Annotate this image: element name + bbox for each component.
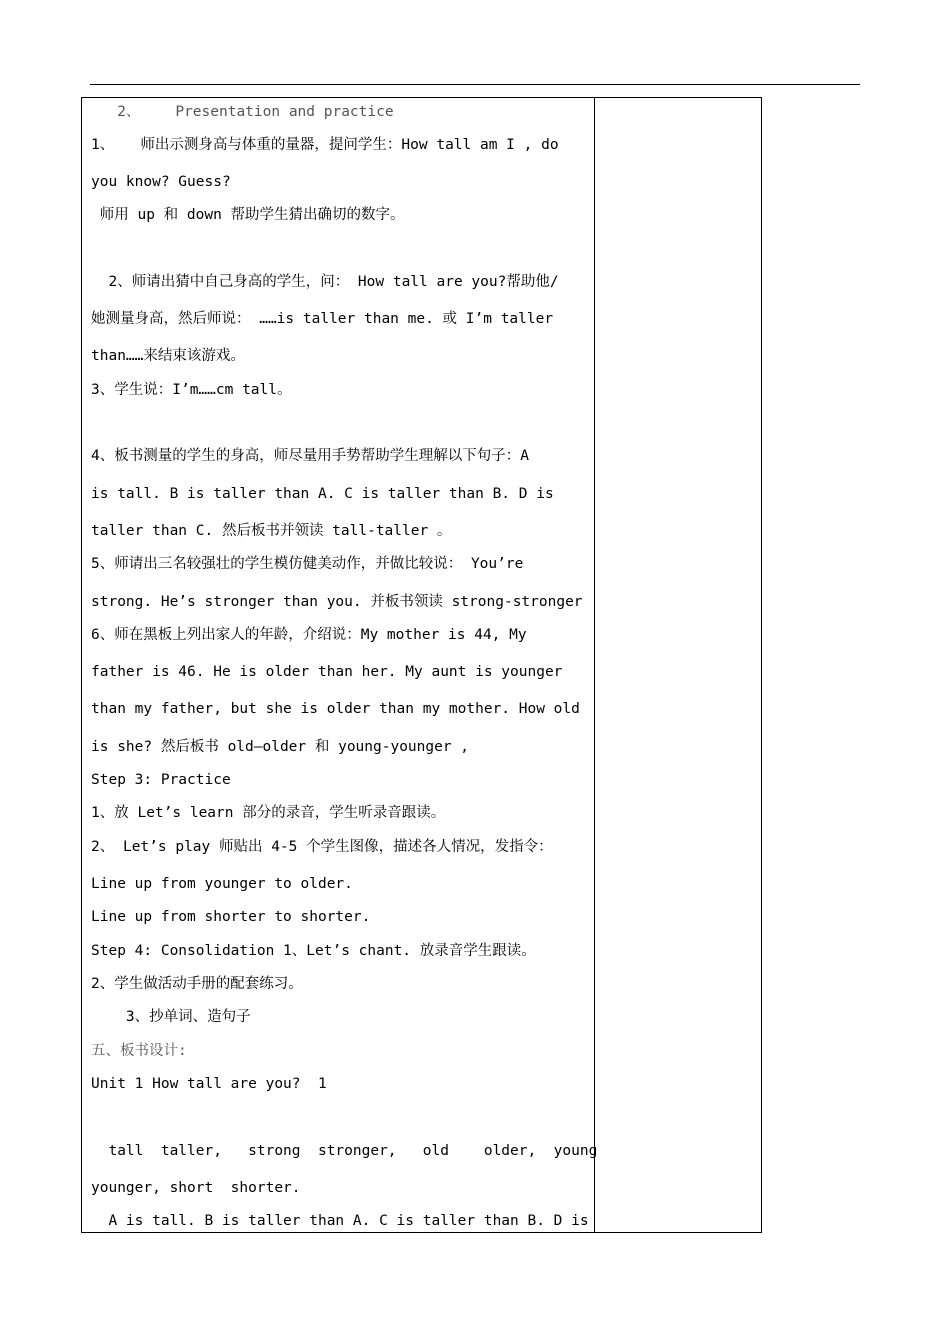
text-line: strong. He’s stronger than you. 并板书领读 strong-stronger	[91, 594, 583, 610]
lesson-table	[81, 97, 762, 1233]
header-rule	[90, 84, 860, 85]
text-line: Unit 1 How tall are you? 1	[91, 1076, 327, 1092]
text-line: A is tall. B is taller than A. C is taller than B. D is	[91, 1213, 589, 1229]
section-heading: 2、 Presentation and practice	[91, 104, 394, 120]
text-line: 3、学生说：I’m……cm tall。	[91, 382, 292, 398]
text-line: 4、板书测量的学生的身高，师尽量用手势帮助学生理解以下句子：A	[91, 448, 529, 464]
text-line: 1、放 Let’s learn 部分的录音，学生听录音跟读。	[91, 805, 446, 821]
section-heading: 五、板书设计:	[91, 1043, 187, 1059]
text-line: 师用 up 和 down 帮助学生猜出确切的数字。	[91, 207, 405, 223]
text-line: Line up from younger to older.	[91, 876, 353, 892]
text-line: 2、 Let’s play 师贴出 4-5 个学生图像，描述各人情况，发指令：	[91, 839, 553, 855]
step-heading: Step 4: Consolidation 1、Let’s chant. 放录音学生跟读。	[91, 943, 536, 959]
text-line: father is 46. He is older than her. My aunt is younger	[91, 664, 563, 680]
text-line: 她测量身高，然后师说： ……is taller than me. 或 I’m taller	[91, 311, 554, 327]
column-divider	[594, 98, 595, 1232]
text-line: than my father, but she is older than my mother. How old	[91, 701, 580, 717]
text-line: 2、师请出猜中自己身高的学生，问： How tall are you?帮助他/	[91, 274, 559, 290]
step-heading: Step 3: Practice	[91, 772, 231, 788]
text-line: is she? 然后板书 old—older 和 young-younger ,	[91, 739, 470, 755]
text-line: 1、 师出示测身高与体重的量器，提问学生：How tall am I , do	[91, 137, 559, 153]
text-line: 2、学生做活动手册的配套练习。	[91, 976, 303, 992]
text-line: Line up from shorter to shorter.	[91, 909, 371, 925]
text-line: 6、师在黑板上列出家人的年龄，介绍说：My mother is 44, My	[91, 627, 527, 643]
text-line: than……来结束该游戏。	[91, 348, 245, 364]
text-line: tall taller, strong stronger, old older, young	[91, 1143, 598, 1159]
text-line: is tall. B is taller than A. C is taller than B. D is	[91, 486, 554, 502]
text-line: younger, short shorter.	[91, 1180, 301, 1196]
text-line: taller than C. 然后板书并领读 tall-taller 。	[91, 523, 452, 539]
text-line: 5、师请出三名较强壮的学生模仿健美动作，并做比较说： You’re	[91, 556, 524, 572]
text-line: you know? Guess?	[91, 174, 231, 190]
text-line: 3、抄单词、造句子	[91, 1009, 251, 1025]
